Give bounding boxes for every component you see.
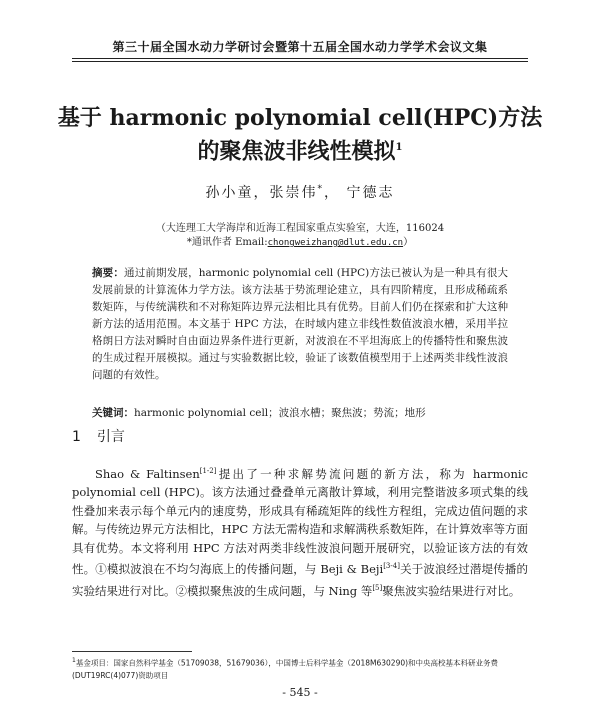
email-link[interactable]: chongweizhang@dlut.edu.cn xyxy=(267,238,404,248)
body-seg: 聚焦波实验结果进行对比。 xyxy=(382,583,521,598)
citation[interactable]: [1-2] xyxy=(199,467,217,475)
paragraph xyxy=(72,462,528,600)
email-suffix: ） xyxy=(403,237,414,248)
corresponding-email xyxy=(40,236,560,250)
footnote-rule xyxy=(72,651,192,652)
running-header: 第三十届全国水动力学研讨会暨第十五届全国水动力学学术会议文集 xyxy=(112,40,488,54)
title-footnote-mark: 1 xyxy=(395,142,403,153)
abstract xyxy=(92,265,508,384)
paper-title-line2 xyxy=(40,134,560,165)
citation[interactable]: [5] xyxy=(372,583,383,592)
footnote-text: 基金项目：国家自然科学基金（51709038，51679036），中国博士后科学基金（2018M630290)和中央高校基本科研业务费(DUT19RC(4)077)资助项目 xyxy=(72,658,499,680)
keywords xyxy=(92,405,508,421)
body-seg: 关于波浪经过潜堤传播的实验结果进行对比。②模拟聚焦波的生成问题，与 Ning 等 xyxy=(72,562,529,598)
footnote-mark: 1 xyxy=(72,657,76,664)
author-1: 孙小童， xyxy=(205,185,270,201)
body-seg: Shao & Faltinsen xyxy=(95,466,200,481)
header-rule xyxy=(72,58,528,59)
author-2: 张崇伟 xyxy=(269,185,318,201)
footnote xyxy=(72,655,528,682)
author-3: ， 宁德志 xyxy=(324,185,395,201)
body-text xyxy=(72,462,528,600)
author-list xyxy=(40,182,560,202)
paper-title-line1: 基于 harmonic polynomial cell(HPC)方法 xyxy=(57,105,543,131)
header-rule-thin xyxy=(72,61,528,62)
paper-title-line2-text: 的聚焦波非线性模拟 xyxy=(197,138,396,165)
citation[interactable]: [3-4] xyxy=(383,562,400,571)
page-number: - 545 - xyxy=(282,686,318,699)
body-seg: 提出了一种求解势流问题的新方法，称为 harmonic polynomial cell (HPC)。该方法通过叠叠单元离散计算域，利用完整谐波多项式集的线性叠加来表示每个单元内的速度势，形成具有稀疏矩阵的线性方程组，完成边值问题的求解。与传统边界元方法相比，HPC 方法无需构造和求解满秩系数矩阵，在计算效率等方面具有优势。本文将利用 HPC 方法对两类非线性波浪问题开展研究，以验证该方法的有效性。①模拟波浪在不均匀海底上的传播问题，与 Beji & Beji xyxy=(72,466,528,577)
section-number: 1 xyxy=(72,429,81,445)
keywords-text: harmonic polynomial cell；波浪水槽；聚焦波；势流；地形 xyxy=(134,407,426,419)
corresponding-mark: * xyxy=(317,184,325,195)
abstract-text: 通过前期发展，harmonic polynomial cell (HPC)方法已被认为是一种具有很大发展前景的计算流体力学方法。该方法基于势流理论建立，具有四阶精度，且形成稀疏系数矩阵，与传统满秩和不对称矩阵边界元法相比具有优势。目前人们仍在探索和扩大这种新方法的适用范围。本文基于 HPC 方法，在时域内建立非线性数值波浪水槽，采用半拉格朗日方法对瞬时自由面边界条件进行更新，对波浪在不平坦海底上的传播特性和聚焦波的生成过程开展模拟。通过与实验数据比较，验证了该数值模型用于上述两类非线性波浪问题的有效性。 xyxy=(92,267,508,381)
section-heading xyxy=(72,426,125,446)
keywords-label: 关键词： xyxy=(92,407,134,419)
affiliation: （大连理工大学海岸和近海工程国家重点实验室，大连，116024 xyxy=(155,223,445,234)
section-title: 引言 xyxy=(96,429,125,445)
email-prefix: *通讯作者 Email: xyxy=(186,237,268,248)
abstract-label: 摘要： xyxy=(92,267,125,279)
